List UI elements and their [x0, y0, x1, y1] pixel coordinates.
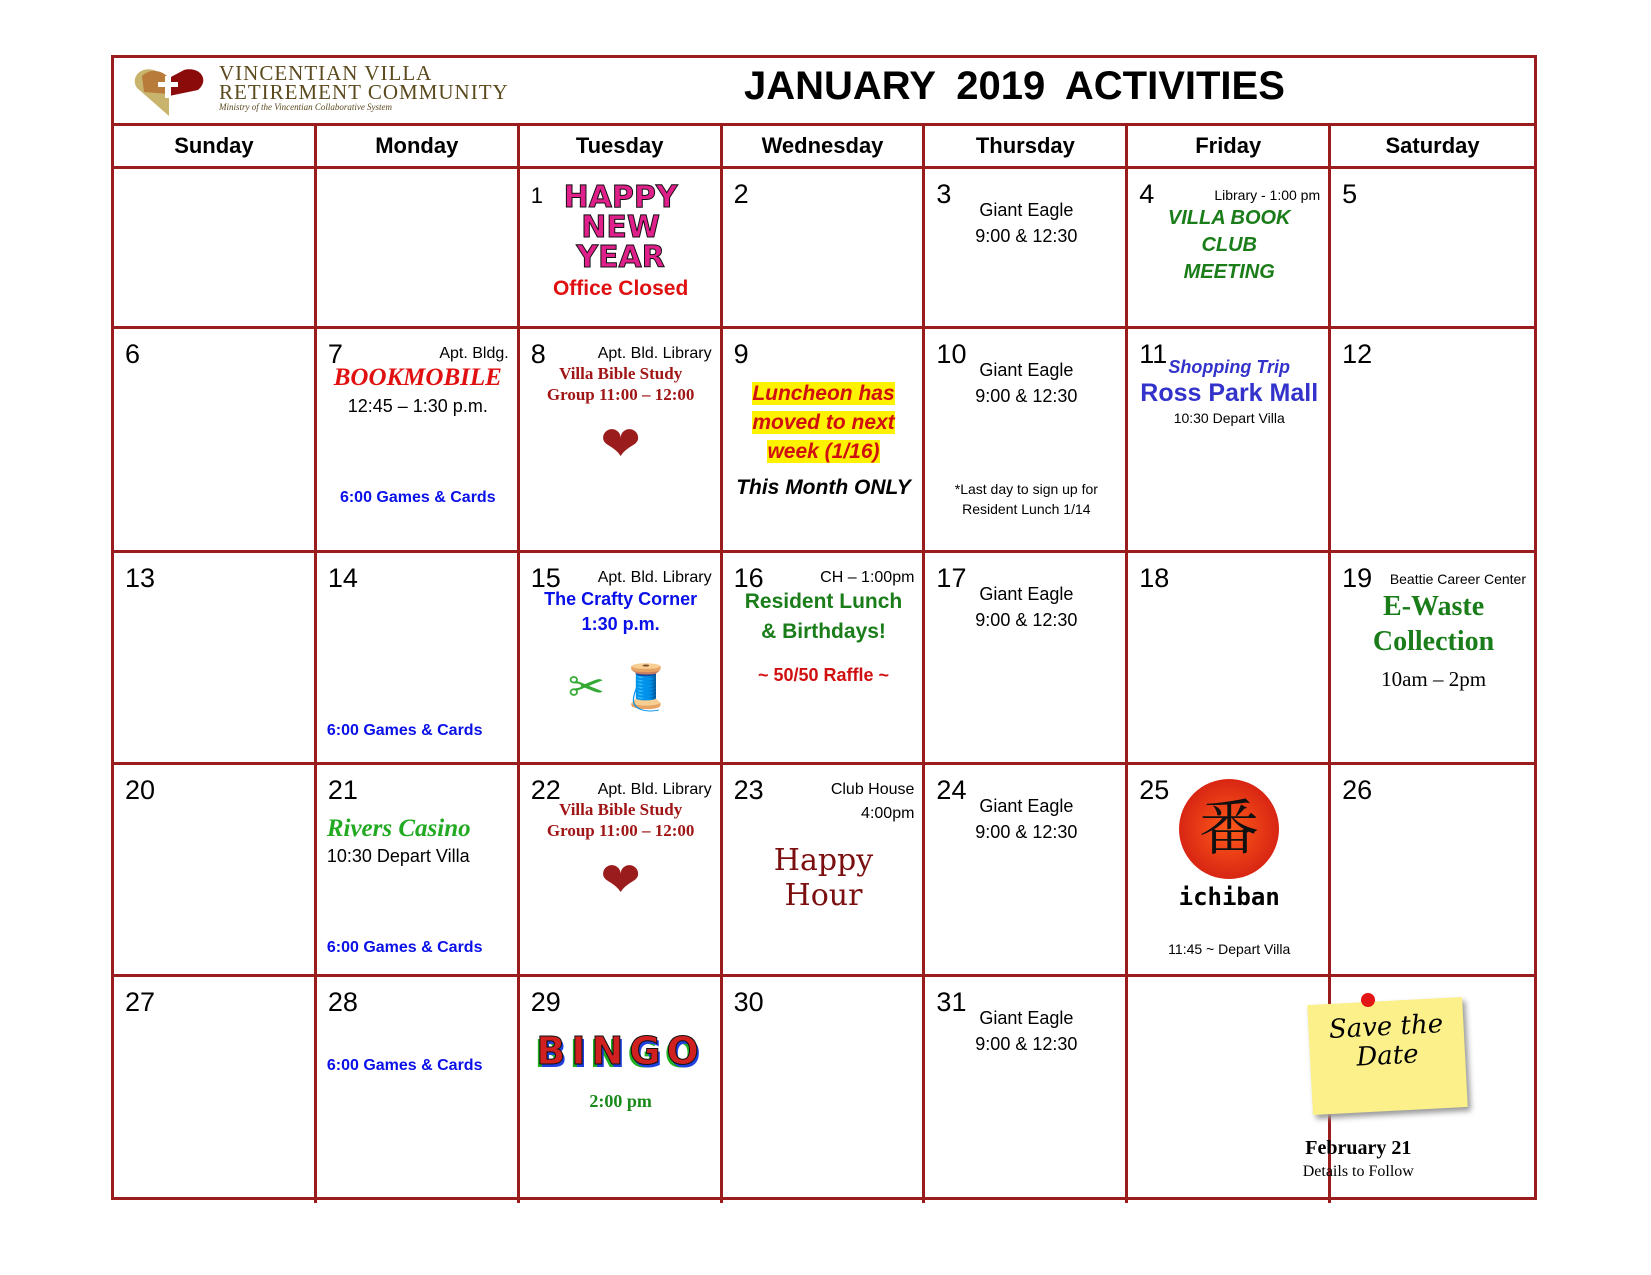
- scissors-thread-icon: ✂ 🧵: [567, 662, 674, 713]
- event-text: VILLA BOOK CLUB: [1167, 207, 1291, 256]
- day-cell-11: [1128, 329, 1331, 550]
- event-text: & Birthdays!: [761, 620, 886, 643]
- heart-cross-icon: ❤: [600, 852, 641, 908]
- day-events: [935, 197, 1117, 249]
- day-cell-14: [317, 553, 520, 762]
- calendar-week: [114, 329, 1534, 553]
- event-text: Apt. Bld. Library: [597, 345, 712, 362]
- day-number: 19: [1342, 563, 1373, 593]
- event-text: [733, 408, 915, 437]
- event-text: 9:00 & 12:30: [975, 610, 1078, 630]
- day-number: 10: [936, 339, 967, 369]
- happy-new-year-image: HAPPY NEW YEAR: [563, 180, 678, 275]
- day-cell-21: [317, 765, 520, 974]
- event-text: 1:30 p.m.: [581, 614, 660, 634]
- calendar-weeks: [114, 169, 1534, 1203]
- day-events: [327, 345, 509, 507]
- event-text: [733, 437, 915, 466]
- day-cell-6: [114, 329, 317, 550]
- day-number: 25: [1139, 775, 1170, 805]
- org-line-1: VINCENTIAN VILLA: [219, 61, 433, 85]
- day-number: 12: [1342, 339, 1373, 369]
- day-cell-15: [520, 553, 723, 762]
- day-events: [327, 815, 509, 957]
- event-text: Club House: [830, 781, 915, 798]
- event-text: Giant Eagle: [979, 360, 1074, 380]
- day-cell-17: [925, 553, 1128, 762]
- event-text: Shopping Trip: [1168, 357, 1291, 377]
- event-text: CH – 1:00pm: [820, 569, 915, 586]
- event-text: 6:00 Games & Cards: [339, 489, 496, 506]
- day-cell-9: [723, 329, 926, 550]
- day-cell-5: [1331, 169, 1534, 326]
- event-text: 9:00 & 12:30: [975, 386, 1078, 406]
- day-cell-22: [520, 765, 723, 974]
- day-number: 8: [530, 339, 546, 369]
- event-text: 4:00pm: [861, 805, 915, 822]
- calendar-week: [114, 977, 1534, 1203]
- calendar-week: [114, 553, 1534, 765]
- day-events: [935, 357, 1117, 519]
- calendar-week: [114, 169, 1534, 329]
- highlighted-text: moved to next: [752, 411, 895, 434]
- event-text: 10:30 Depart Villa: [326, 846, 470, 866]
- day-cell-2: [723, 169, 926, 326]
- day-cell-29: [520, 977, 723, 1203]
- event-text: 11:45 ~ Depart Villa: [1168, 941, 1291, 957]
- empty-day-cell: [114, 169, 317, 326]
- save-the-date-block: [1128, 977, 1535, 1203]
- event-text: ~ 50/50 Raffle ~: [757, 665, 890, 685]
- day-cell-26: [1331, 765, 1534, 974]
- event-text: 2:00 pm: [589, 1091, 652, 1111]
- day-number: 7: [327, 339, 343, 369]
- event-text: Apt. Bldg.: [439, 345, 509, 362]
- day-number: 20: [125, 775, 156, 805]
- event-text: Apt. Bld. Library: [597, 781, 712, 798]
- day-number: 14: [327, 563, 358, 593]
- day-number: 17: [936, 563, 967, 593]
- weekday-tuesday: Tuesday: [520, 126, 723, 166]
- event-text: Giant Eagle: [979, 796, 1074, 816]
- day-number: 29: [530, 987, 561, 1017]
- event-text: The Crafty Corner: [544, 589, 698, 609]
- day-cell-13: [114, 553, 317, 762]
- day-number: 23: [733, 775, 764, 805]
- day-cell-3: [925, 169, 1128, 326]
- day-number: 6: [125, 339, 141, 369]
- weekday-monday: Monday: [317, 126, 520, 166]
- day-cell-19: [1331, 553, 1534, 762]
- day-number: 5: [1342, 179, 1358, 209]
- calendar-header: [114, 58, 1534, 126]
- day-cell-16: [723, 553, 926, 762]
- day-number: 24: [936, 775, 967, 805]
- event-text: Villa Bible Study: [559, 800, 683, 819]
- day-cell-25: [1128, 765, 1331, 974]
- page-title: JANUARY 2019 ACTIVITIES: [744, 64, 1285, 108]
- event-text: Giant Eagle: [979, 1008, 1074, 1028]
- event-text: Apt. Bld. Library: [597, 569, 712, 586]
- event-text: Group 11:00 – 12:00: [546, 821, 695, 840]
- day-number: 11: [1139, 339, 1168, 369]
- ichiban-restaurant-logo: 番: [1179, 779, 1279, 879]
- event-text: 6:00 Games & Cards: [326, 939, 483, 956]
- heart-cross-logo-icon: [132, 66, 207, 118]
- calendar-week: [114, 765, 1534, 977]
- save-the-date-date: February 21: [1305, 1137, 1412, 1159]
- weekday-thursday: Thursday: [925, 126, 1128, 166]
- day-events: [530, 179, 712, 301]
- day-number: 9: [733, 339, 749, 369]
- event-text: Ross Park Mall: [1140, 379, 1319, 407]
- event-text: This Month ONLY: [736, 476, 911, 499]
- event-text: Giant Eagle: [979, 584, 1074, 604]
- save-the-date-note: Save the Date: [1308, 997, 1469, 1115]
- event-text: 9:00 & 12:30: [975, 226, 1078, 246]
- day-cell-7: [317, 329, 520, 550]
- ichiban-logo-text: ichiban: [1178, 883, 1280, 911]
- day-number: 27: [125, 987, 156, 1017]
- bingo-balls-image: BINGO: [536, 1029, 705, 1073]
- day-number: 16: [733, 563, 764, 593]
- save-the-date-details: Details to Follow: [1302, 1163, 1414, 1180]
- day-number: 2: [733, 179, 749, 209]
- day-number: 18: [1139, 563, 1170, 593]
- day-cell-20: [114, 765, 317, 974]
- weekday-wednesday: Wednesday: [723, 126, 926, 166]
- day-cell-18: [1128, 553, 1331, 762]
- weekday-sunday: Sunday: [114, 126, 317, 166]
- day-events: [1138, 185, 1320, 286]
- day-cell-8: [520, 329, 723, 550]
- day-cell-28: [317, 977, 520, 1203]
- event-text: Office Closed: [552, 277, 689, 300]
- day-number: 3: [936, 179, 952, 209]
- day-events: [733, 379, 915, 502]
- day-cell-27: [114, 977, 317, 1203]
- event-text: MEETING: [1183, 261, 1275, 283]
- day-number: 15: [530, 563, 561, 593]
- activity-calendar: [111, 55, 1537, 1200]
- event-text: E-Waste: [1383, 591, 1485, 622]
- weekday-saturday: Saturday: [1385, 133, 1480, 158]
- event-text: Giant Eagle: [979, 200, 1074, 220]
- heart-cross-icon: ❤: [600, 416, 641, 472]
- day-events: [530, 345, 712, 473]
- day-events: [327, 1057, 509, 1075]
- day-number: 26: [1342, 775, 1373, 805]
- day-number: 1: [530, 183, 543, 208]
- highlighted-text: week (1/16): [767, 440, 880, 463]
- empty-day-cell: [1128, 977, 1445, 1203]
- day-number: 22: [530, 775, 561, 805]
- day-number: 13: [125, 563, 156, 593]
- day-cell-24: [925, 765, 1128, 974]
- day-cell-23: [723, 765, 926, 974]
- highlighted-text: Luncheon has: [752, 382, 895, 405]
- weekday-friday: Friday: [1128, 126, 1331, 166]
- event-text: 12:45 – 1:30 p.m.: [347, 396, 488, 416]
- event-text: Beattie Career Center: [1389, 571, 1526, 587]
- day-number: 4: [1139, 179, 1155, 209]
- day-number: 31: [936, 987, 967, 1017]
- event-text: Group 11:00 – 12:00: [546, 385, 695, 404]
- event-text: Resident Lunch: [744, 590, 903, 613]
- day-number: 21: [327, 775, 358, 805]
- org-tagline: Ministry of the Vincentian Collaborative System: [219, 102, 393, 112]
- day-cell-10: [925, 329, 1128, 550]
- day-cell-4: [1128, 169, 1331, 326]
- event-text: Resident Lunch 1/14: [962, 501, 1091, 517]
- event-text: 9:00 & 12:30: [975, 1034, 1078, 1054]
- event-text: BOOKMOBILE: [333, 364, 502, 391]
- event-text: Rivers Casino: [326, 815, 471, 842]
- event-text: 10am – 2pm: [1381, 667, 1487, 691]
- event-text: Collection: [1372, 626, 1495, 657]
- event-text: 9:00 & 12:30: [975, 822, 1078, 842]
- day-number: 30: [733, 987, 764, 1017]
- day-cell-1: [520, 169, 723, 326]
- event-text: *Last day to sign up for: [954, 481, 1098, 497]
- event-text: Library - 1:00 pm: [1214, 187, 1321, 203]
- event-text: 10:30 Depart Villa: [1173, 410, 1285, 426]
- happy-hour-clock-image: Happy Hour: [773, 843, 874, 913]
- event-text: 6:00 Games & Cards: [326, 722, 483, 739]
- event-text: 6:00 Games & Cards: [326, 1057, 483, 1074]
- event-text: Villa Bible Study: [559, 364, 683, 383]
- event-text: [733, 379, 915, 408]
- weekday-header-row: [114, 126, 1534, 169]
- day-cell-30: [723, 977, 926, 1203]
- day-cell-12: [1331, 329, 1534, 550]
- day-cell-31: [925, 977, 1128, 1203]
- organization-name: [219, 61, 509, 113]
- day-number: 28: [327, 987, 358, 1017]
- org-line-2: RETIREMENT COMMUNITY: [219, 80, 509, 104]
- empty-day-cell: [317, 169, 520, 326]
